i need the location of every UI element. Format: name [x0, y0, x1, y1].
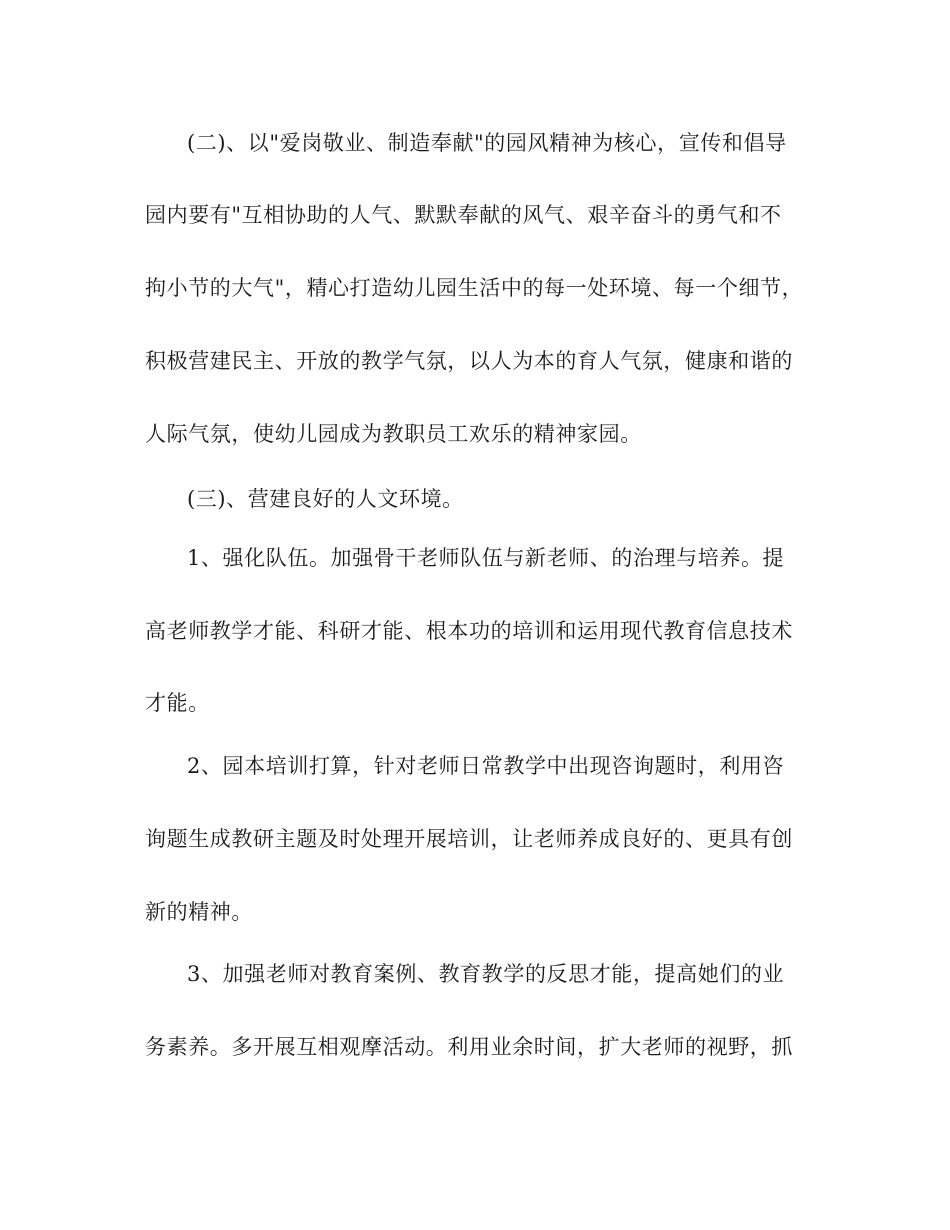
paragraph-2-line-4: 积极营建民主、开放的教学气氛，以人为本的育人气氛，健康和谐的: [145, 349, 793, 373]
paragraph-2-line-5: 人际气氛，使幼儿园成为教职员工欢乐的精神家园。: [145, 422, 642, 446]
item-2-line-2: 询题生成教研主题及时处理开展培训，让老师养成良好的、更具有创: [145, 827, 793, 851]
paragraph-2-line-1: (二)、以"爱岗敬业、制造奉献"的园风精神为核心，宣传和倡导: [187, 131, 787, 155]
item-2-line-1: 2、园本培训打算，针对老师日常教学中出现咨询题时，利用咨: [187, 754, 785, 778]
item-2-line-3: 新的精神。: [145, 900, 253, 924]
item-3-line-2: 务素养。多开展互相观摩活动。利用业余时间，扩大老师的视野，抓: [145, 1035, 793, 1059]
item-1-line-2: 高老师教学才能、科研才能、根本功的培训和运用现代教育信息技术: [145, 619, 793, 643]
item-3-line-1: 3、加强老师对教育案例、教育教学的反思才能，提高她们的业: [187, 962, 785, 986]
item-1-line-1: 1、强化队伍。加强骨干老师队伍与新老师、的治理与培养。提: [187, 546, 785, 570]
paragraph-2-line-3: 拘小节的大气"，精心打造幼儿园生活中的每一处环境、每一个细节，: [145, 276, 804, 300]
paragraph-2-line-2: 园内要有"互相协助的人气、默默奉献的风气、艰辛奋斗的勇气和不: [145, 203, 782, 227]
item-1-line-3: 才能。: [145, 691, 210, 715]
section-3-heading: (三)、营建良好的人文环境。: [187, 487, 464, 511]
